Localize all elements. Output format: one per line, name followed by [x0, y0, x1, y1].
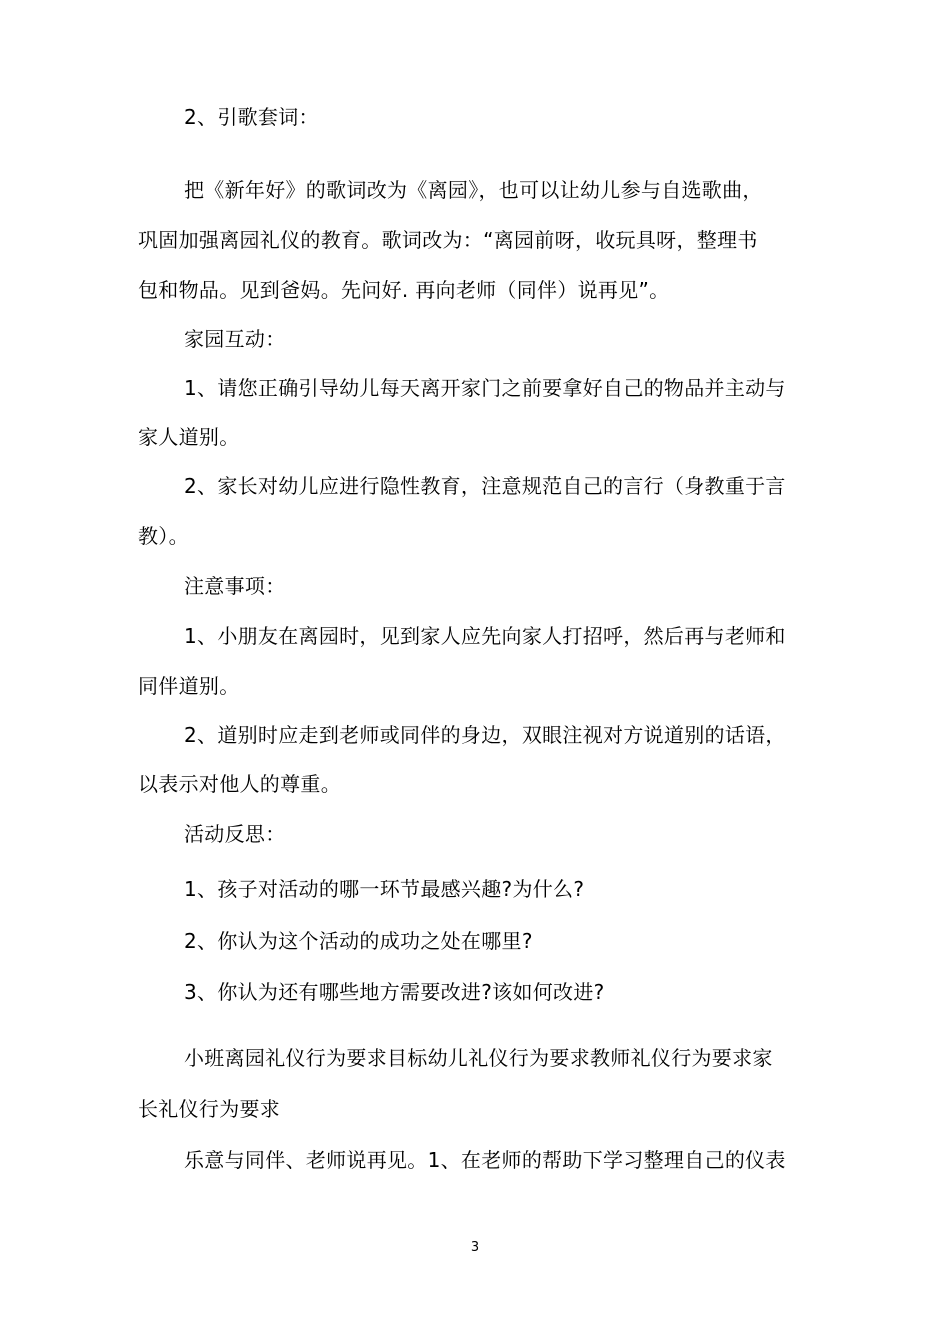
section-heading-home-interaction: 家园互动： — [184, 327, 286, 351]
section-heading-notes: 注意事项： — [184, 574, 286, 598]
text-line-list-item: 以表示对他人的尊重。 — [138, 772, 341, 796]
text-line-paragraph: 长礼仪行为要求 — [138, 1097, 281, 1121]
text-line-list-item: 2、家长对幼儿应进行隐性教育，注意规范自己的言行（身教重于言 — [184, 474, 786, 498]
text-line-paragraph: 把《新年好》的歌词改为《离园》，也可以让幼儿参与自选歌曲， — [184, 178, 763, 202]
text-line-sub-heading-lyrics: 2、引歌套词： — [184, 105, 319, 129]
text-line-list-item: 2、道别时应走到老师或同伴的身边，双眼注视对方说道别的话语， — [184, 723, 786, 747]
text-line-paragraph: 包和物品。见到爸妈。先问好. 再向老师（同伴）说再见”。 — [138, 278, 670, 302]
text-line-paragraph: 乐意与同伴、老师说再见。1、在老师的帮助下学习整理自己的仪表 — [184, 1148, 786, 1172]
text-line-list-item: 3、你认为还有哪些地方需要改进?该如何改进? — [184, 980, 605, 1004]
text-line-list-item: 1、请您正确引导幼儿每天离开家门之前要拿好自己的物品并主动与 — [184, 376, 786, 400]
text-line-list-item: 教）。 — [138, 524, 189, 548]
text-line-list-item: 1、孩子对活动的哪一环节最感兴趣?为什么? — [184, 877, 585, 901]
text-line-list-item: 同伴道别。 — [138, 674, 240, 698]
page-number: 3 — [470, 1240, 480, 1255]
text-line-list-item: 2、你认为这个活动的成功之处在哪里? — [184, 929, 533, 953]
text-line-list-item: 1、小朋友在离园时，见到家人应先向家人打招呼，然后再与老师和 — [184, 624, 786, 648]
text-line-paragraph: 巩固加强离园礼仪的教育。歌词改为：“离园前呀，收玩具呀，整理书 — [138, 228, 758, 252]
text-line-list-item: 家人道别。 — [138, 425, 240, 449]
section-heading-reflection: 活动反思： — [184, 822, 286, 846]
text-line-paragraph: 小班离园礼仪行为要求目标幼儿礼仪行为要求教师礼仪行为要求家 — [184, 1046, 773, 1070]
